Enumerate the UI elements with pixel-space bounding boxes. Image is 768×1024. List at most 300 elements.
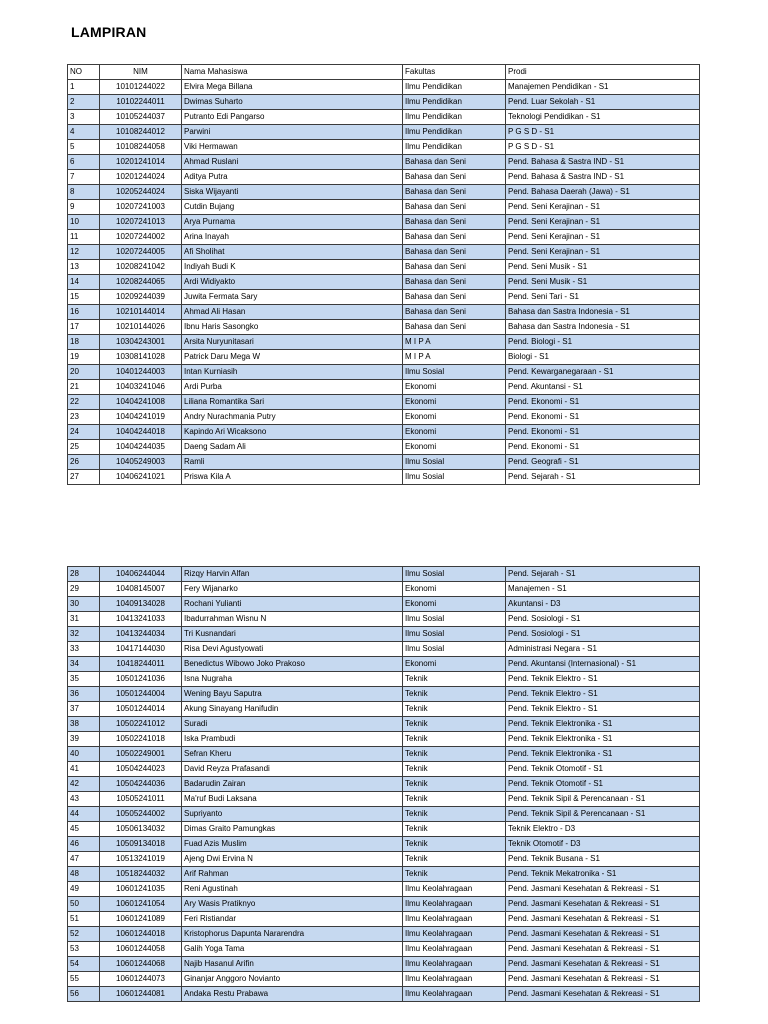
student-name-cell: Rochani Yulianti [182, 597, 403, 612]
table-row [68, 305, 700, 320]
program-cell: Pend. Teknik Otomotif - S1 [506, 762, 700, 777]
row-number-cell: 11 [68, 230, 100, 245]
table-row [68, 80, 700, 95]
nim-cell: 10205244024 [100, 185, 182, 200]
faculty-cell: M I P A [403, 335, 506, 350]
program-cell: Administrasi Negara - S1 [506, 642, 700, 657]
row-number-cell: 28 [68, 567, 100, 582]
row-number-cell: 46 [68, 837, 100, 852]
student-name-cell: Parwini [182, 125, 403, 140]
nim-cell: 10101244022 [100, 80, 182, 95]
row-number-cell: 7 [68, 170, 100, 185]
table-row [68, 185, 700, 200]
program-cell: Pend. Seni Tari - S1 [506, 290, 700, 305]
row-number-cell: 3 [68, 110, 100, 125]
program-cell: Pend. Ekonomi - S1 [506, 410, 700, 425]
row-number-cell: 24 [68, 425, 100, 440]
row-number-cell: 17 [68, 320, 100, 335]
row-number-cell: 32 [68, 627, 100, 642]
table-row [68, 260, 700, 275]
table-row [68, 567, 700, 582]
row-number-cell: 39 [68, 732, 100, 747]
faculty-cell: Ilmu Pendidikan [403, 95, 506, 110]
student-name-cell: Elvira Mega Billana [182, 80, 403, 95]
table-row [68, 687, 700, 702]
program-cell: Pend. Akuntansi (Internasional) - S1 [506, 657, 700, 672]
student-name-cell: Indiyah Budi K [182, 260, 403, 275]
table-row [68, 807, 700, 822]
nim-cell: 10409134028 [100, 597, 182, 612]
student-name-cell: Ahmad Ruslani [182, 155, 403, 170]
row-number-cell: 19 [68, 350, 100, 365]
student-name-cell: Andaka Restu Prabawa [182, 987, 403, 1002]
table-row [68, 792, 700, 807]
table-row [68, 455, 700, 470]
nim-cell: 10502249001 [100, 747, 182, 762]
student-name-cell: Feri Ristiandar [182, 912, 403, 927]
table-row [68, 942, 700, 957]
row-number-cell: 1 [68, 80, 100, 95]
nim-cell: 10509134018 [100, 837, 182, 852]
nim-cell: 10417144030 [100, 642, 182, 657]
nim-cell: 10207244002 [100, 230, 182, 245]
program-cell: Teknik Otomotif - D3 [506, 837, 700, 852]
nim-cell: 10404241008 [100, 395, 182, 410]
table-row [68, 230, 700, 245]
nim-cell: 10601244058 [100, 942, 182, 957]
faculty-cell: Ilmu Keolahragaan [403, 912, 506, 927]
faculty-cell: Ilmu Sosial [403, 612, 506, 627]
student-name-cell: Daeng Sadam Ali [182, 440, 403, 455]
table-row [68, 140, 700, 155]
row-number-cell: 9 [68, 200, 100, 215]
nim-cell: 10208241042 [100, 260, 182, 275]
row-number-cell: 42 [68, 777, 100, 792]
row-number-cell: 44 [68, 807, 100, 822]
program-cell: Pend. Teknik Elektronika - S1 [506, 747, 700, 762]
student-name-cell: Fery Wijanarko [182, 582, 403, 597]
program-cell: Pend. Seni Kerajinan - S1 [506, 230, 700, 245]
row-number-cell: 26 [68, 455, 100, 470]
student-name-cell: Siska Wijayanti [182, 185, 403, 200]
column-header: Fakultas [403, 65, 506, 80]
nim-cell: 10404244035 [100, 440, 182, 455]
program-cell: Pend. Teknik Elektro - S1 [506, 672, 700, 687]
program-cell: Pend. Jasmani Kesehatan & Rekreasi - S1 [506, 927, 700, 942]
row-number-cell: 40 [68, 747, 100, 762]
row-number-cell: 33 [68, 642, 100, 657]
table-row [68, 867, 700, 882]
faculty-cell: Teknik [403, 687, 506, 702]
nim-cell: 10207244005 [100, 245, 182, 260]
table-row [68, 170, 700, 185]
table-row [68, 335, 700, 350]
table-row [68, 95, 700, 110]
table-row [68, 582, 700, 597]
row-number-cell: 23 [68, 410, 100, 425]
row-number-cell: 29 [68, 582, 100, 597]
student-name-cell: Fuad Azis Muslim [182, 837, 403, 852]
program-cell: Pend. Sosiologi - S1 [506, 627, 700, 642]
table-row [68, 627, 700, 642]
faculty-cell: Teknik [403, 837, 506, 852]
program-cell: Pend. Jasmani Kesehatan & Rekreasi - S1 [506, 957, 700, 972]
nim-cell: 10501244014 [100, 702, 182, 717]
table-row [68, 882, 700, 897]
faculty-cell: Ilmu Keolahragaan [403, 882, 506, 897]
table-row [68, 822, 700, 837]
student-name-cell: Ibadurrahman Wisnu N [182, 612, 403, 627]
program-cell: Pend. Biologi - S1 [506, 335, 700, 350]
program-cell: Teknik Elektro - D3 [506, 822, 700, 837]
program-cell: Pend. Kewarganegaraan - S1 [506, 365, 700, 380]
row-number-cell: 8 [68, 185, 100, 200]
student-name-cell: Viki Hermawan [182, 140, 403, 155]
nim-cell: 10601244018 [100, 927, 182, 942]
student-name-cell: Dimas Graito Pamungkas [182, 822, 403, 837]
program-cell: Pend. Jasmani Kesehatan & Rekreasi - S1 [506, 882, 700, 897]
row-number-cell: 13 [68, 260, 100, 275]
table-row [68, 657, 700, 672]
row-number-cell: 20 [68, 365, 100, 380]
table-row [68, 320, 700, 335]
student-name-cell: Arina Inayah [182, 230, 403, 245]
table-row [68, 597, 700, 612]
student-name-cell: Isna Nugraha [182, 672, 403, 687]
table-row [68, 612, 700, 627]
nim-cell: 10105244037 [100, 110, 182, 125]
faculty-cell: Ekonomi [403, 657, 506, 672]
row-number-cell: 31 [68, 612, 100, 627]
nim-cell: 10502241012 [100, 717, 182, 732]
faculty-cell: Bahasa dan Seni [403, 170, 506, 185]
student-name-cell: Ma'ruf Budi Laksana [182, 792, 403, 807]
table-row [68, 762, 700, 777]
nim-cell: 10308141028 [100, 350, 182, 365]
nim-cell: 10102244011 [100, 95, 182, 110]
faculty-cell: M I P A [403, 350, 506, 365]
program-cell: Pend. Ekonomi - S1 [506, 425, 700, 440]
row-number-cell: 48 [68, 867, 100, 882]
faculty-cell: Bahasa dan Seni [403, 260, 506, 275]
faculty-cell: Teknik [403, 852, 506, 867]
program-cell: Akuntansi - D3 [506, 597, 700, 612]
student-name-cell: Reni Agustinah [182, 882, 403, 897]
table-row [68, 642, 700, 657]
student-name-cell: Priswa Kila A [182, 470, 403, 485]
program-cell: Manajemen Pendidikan - S1 [506, 80, 700, 95]
student-name-cell: Rizqy Harvin Alfan [182, 567, 403, 582]
faculty-cell: Ilmu Keolahragaan [403, 927, 506, 942]
faculty-cell: Teknik [403, 777, 506, 792]
nim-cell: 10404241019 [100, 410, 182, 425]
faculty-cell: Ilmu Sosial [403, 365, 506, 380]
nim-cell: 10502241018 [100, 732, 182, 747]
row-number-cell: 51 [68, 912, 100, 927]
page-title: LAMPIRAN [71, 24, 147, 40]
faculty-cell: Ekonomi [403, 440, 506, 455]
student-name-cell: Andry Nurachmania Putry [182, 410, 403, 425]
faculty-cell: Ilmu Sosial [403, 627, 506, 642]
table-row [68, 365, 700, 380]
program-cell: Pend. Ekonomi - S1 [506, 440, 700, 455]
nim-cell: 10601244068 [100, 957, 182, 972]
student-name-cell: Cutdin Bujang [182, 200, 403, 215]
nim-cell: 10601244081 [100, 987, 182, 1002]
nim-cell: 10504244023 [100, 762, 182, 777]
faculty-cell: Bahasa dan Seni [403, 320, 506, 335]
faculty-cell: Ilmu Keolahragaan [403, 972, 506, 987]
faculty-cell: Bahasa dan Seni [403, 200, 506, 215]
nim-cell: 10506134032 [100, 822, 182, 837]
row-number-cell: 14 [68, 275, 100, 290]
faculty-cell: Ekonomi [403, 597, 506, 612]
row-number-cell: 16 [68, 305, 100, 320]
row-number-cell: 47 [68, 852, 100, 867]
program-cell: Pend. Teknik Elektronika - S1 [506, 717, 700, 732]
program-cell: Teknologi Pendidikan - S1 [506, 110, 700, 125]
program-cell: Manajemen - S1 [506, 582, 700, 597]
student-name-cell: Sefran Kheru [182, 747, 403, 762]
student-name-cell: Ajeng Dwi Ervina N [182, 852, 403, 867]
student-name-cell: Afi Sholihat [182, 245, 403, 260]
faculty-cell: Bahasa dan Seni [403, 185, 506, 200]
nim-cell: 10208244065 [100, 275, 182, 290]
table-row [68, 972, 700, 987]
row-number-cell: 18 [68, 335, 100, 350]
column-header: NO [68, 65, 100, 80]
program-cell: Pend. Seni Kerajinan - S1 [506, 215, 700, 230]
nim-cell: 10601241054 [100, 897, 182, 912]
program-cell: Pend. Teknik Busana - S1 [506, 852, 700, 867]
table-row [68, 425, 700, 440]
nim-cell: 10406241021 [100, 470, 182, 485]
nim-cell: 10413244034 [100, 627, 182, 642]
student-name-cell: Ibnu Haris Sasongko [182, 320, 403, 335]
student-name-cell: Galih Yoga Tama [182, 942, 403, 957]
program-cell: Pend. Seni Kerajinan - S1 [506, 200, 700, 215]
row-number-cell: 35 [68, 672, 100, 687]
column-header: Nama Mahasiswa [182, 65, 403, 80]
program-cell: Pend. Jasmani Kesehatan & Rekreasi - S1 [506, 972, 700, 987]
nim-cell: 10501241036 [100, 672, 182, 687]
table-row [68, 155, 700, 170]
row-number-cell: 49 [68, 882, 100, 897]
table-row [68, 245, 700, 260]
nim-cell: 10505241011 [100, 792, 182, 807]
row-number-cell: 2 [68, 95, 100, 110]
nim-cell: 10601241035 [100, 882, 182, 897]
student-name-cell: Ardi Widiyakto [182, 275, 403, 290]
student-name-cell: Patrick Daru Mega W [182, 350, 403, 365]
row-number-cell: 52 [68, 927, 100, 942]
table-row [68, 200, 700, 215]
program-cell: Pend. Bahasa & Sastra IND - S1 [506, 155, 700, 170]
table-row [68, 702, 700, 717]
row-number-cell: 4 [68, 125, 100, 140]
faculty-cell: Ilmu Sosial [403, 567, 506, 582]
faculty-cell: Bahasa dan Seni [403, 290, 506, 305]
program-cell: Pend. Akuntansi - S1 [506, 380, 700, 395]
program-cell: Pend. Bahasa & Sastra IND - S1 [506, 170, 700, 185]
row-number-cell: 54 [68, 957, 100, 972]
table-row [68, 290, 700, 305]
student-name-cell: Supriyanto [182, 807, 403, 822]
faculty-cell: Bahasa dan Seni [403, 305, 506, 320]
faculty-cell: Ilmu Keolahragaan [403, 942, 506, 957]
column-header: Prodi [506, 65, 700, 80]
faculty-cell: Teknik [403, 747, 506, 762]
row-number-cell: 34 [68, 657, 100, 672]
faculty-cell: Teknik [403, 717, 506, 732]
program-cell: Pend. Jasmani Kesehatan & Rekreasi - S1 [506, 912, 700, 927]
program-cell: Pend. Luar Sekolah - S1 [506, 95, 700, 110]
student-name-cell: Arsita Nuryunitasari [182, 335, 403, 350]
program-cell: Bahasa dan Sastra Indonesia - S1 [506, 305, 700, 320]
student-name-cell: Putranto Edi Pangarso [182, 110, 403, 125]
table-row [68, 350, 700, 365]
student-name-cell: Badarudin Zairan [182, 777, 403, 792]
faculty-cell: Ilmu Keolahragaan [403, 957, 506, 972]
nim-cell: 10405249003 [100, 455, 182, 470]
table-row [68, 747, 700, 762]
table-row [68, 215, 700, 230]
row-number-cell: 36 [68, 687, 100, 702]
row-number-cell: 41 [68, 762, 100, 777]
faculty-cell: Teknik [403, 867, 506, 882]
row-number-cell: 50 [68, 897, 100, 912]
program-cell: Pend. Seni Musik - S1 [506, 260, 700, 275]
program-cell: Biologi - S1 [506, 350, 700, 365]
faculty-cell: Ekonomi [403, 425, 506, 440]
program-cell: Pend. Teknik Elektro - S1 [506, 702, 700, 717]
nim-cell: 10210144014 [100, 305, 182, 320]
row-number-cell: 21 [68, 380, 100, 395]
table-row [68, 470, 700, 485]
row-number-cell: 6 [68, 155, 100, 170]
student-name-cell: Dwimas Suharto [182, 95, 403, 110]
faculty-cell: Teknik [403, 672, 506, 687]
table-header-row [68, 65, 700, 80]
faculty-cell: Ekonomi [403, 380, 506, 395]
nim-cell: 10209244039 [100, 290, 182, 305]
student-name-cell: Arya Purnama [182, 215, 403, 230]
row-number-cell: 25 [68, 440, 100, 455]
faculty-cell: Teknik [403, 822, 506, 837]
row-number-cell: 22 [68, 395, 100, 410]
student-name-cell: Kapindo Ari Wicaksono [182, 425, 403, 440]
row-number-cell: 10 [68, 215, 100, 230]
program-cell: Pend. Teknik Elektronika - S1 [506, 732, 700, 747]
nim-cell: 10201241014 [100, 155, 182, 170]
faculty-cell: Teknik [403, 807, 506, 822]
faculty-cell: Ekonomi [403, 395, 506, 410]
nim-cell: 10210144026 [100, 320, 182, 335]
student-name-cell: Ramli [182, 455, 403, 470]
nim-cell: 10304243001 [100, 335, 182, 350]
student-name-cell: Ardi Purba [182, 380, 403, 395]
table-row [68, 732, 700, 747]
program-cell: Pend. Teknik Mekatronika - S1 [506, 867, 700, 882]
faculty-cell: Teknik [403, 732, 506, 747]
table-row [68, 275, 700, 290]
program-cell: P G S D - S1 [506, 125, 700, 140]
student-table-part-1 [67, 64, 700, 485]
nim-cell: 10108244058 [100, 140, 182, 155]
row-number-cell: 55 [68, 972, 100, 987]
table-row [68, 912, 700, 927]
program-cell: Pend. Jasmani Kesehatan & Rekreasi - S1 [506, 987, 700, 1002]
row-number-cell: 37 [68, 702, 100, 717]
student-name-cell: Arif Rahman [182, 867, 403, 882]
program-cell: P G S D - S1 [506, 140, 700, 155]
table-row [68, 897, 700, 912]
table-row [68, 987, 700, 1002]
row-number-cell: 30 [68, 597, 100, 612]
faculty-cell: Ilmu Pendidikan [403, 140, 506, 155]
table-row [68, 777, 700, 792]
student-table-part-2 [67, 566, 700, 1002]
student-name-cell: Risa Devi Agustyowati [182, 642, 403, 657]
student-name-cell: Ginanjar Anggoro Novianto [182, 972, 403, 987]
row-number-cell: 56 [68, 987, 100, 1002]
table-row [68, 717, 700, 732]
faculty-cell: Bahasa dan Seni [403, 275, 506, 290]
table-row [68, 395, 700, 410]
row-number-cell: 27 [68, 470, 100, 485]
table-row [68, 957, 700, 972]
student-name-cell: Liliana Romantika Sari [182, 395, 403, 410]
faculty-cell: Teknik [403, 792, 506, 807]
nim-cell: 10518244032 [100, 867, 182, 882]
program-cell: Pend. Sejarah - S1 [506, 567, 700, 582]
student-name-cell: Intan Kurniasih [182, 365, 403, 380]
table-row [68, 110, 700, 125]
nim-cell: 10418244011 [100, 657, 182, 672]
faculty-cell: Bahasa dan Seni [403, 215, 506, 230]
table-row [68, 440, 700, 455]
nim-cell: 10207241003 [100, 200, 182, 215]
student-name-cell: Iska Prambudi [182, 732, 403, 747]
nim-cell: 10513241019 [100, 852, 182, 867]
student-name-cell: Aditya Putra [182, 170, 403, 185]
nim-cell: 10406244044 [100, 567, 182, 582]
faculty-cell: Teknik [403, 762, 506, 777]
table-row [68, 410, 700, 425]
student-name-cell: Ahmad Ali Hasan [182, 305, 403, 320]
faculty-cell: Ilmu Pendidikan [403, 125, 506, 140]
faculty-cell: Ekonomi [403, 582, 506, 597]
nim-cell: 10501244004 [100, 687, 182, 702]
nim-cell: 10207241013 [100, 215, 182, 230]
program-cell: Pend. Teknik Sipil & Perencanaan - S1 [506, 807, 700, 822]
table-row [68, 672, 700, 687]
program-cell: Pend. Bahasa Daerah (Jawa) - S1 [506, 185, 700, 200]
faculty-cell: Bahasa dan Seni [403, 245, 506, 260]
faculty-cell: Ilmu Pendidikan [403, 110, 506, 125]
student-name-cell: Suradi [182, 717, 403, 732]
program-cell: Pend. Jasmani Kesehatan & Rekreasi - S1 [506, 942, 700, 957]
nim-cell: 10601241089 [100, 912, 182, 927]
faculty-cell: Ilmu Sosial [403, 642, 506, 657]
faculty-cell: Ilmu Sosial [403, 470, 506, 485]
nim-cell: 10505244002 [100, 807, 182, 822]
program-cell: Pend. Jasmani Kesehatan & Rekreasi - S1 [506, 897, 700, 912]
table-row [68, 837, 700, 852]
faculty-cell: Teknik [403, 702, 506, 717]
faculty-cell: Ilmu Keolahragaan [403, 987, 506, 1002]
program-cell: Pend. Sosiologi - S1 [506, 612, 700, 627]
